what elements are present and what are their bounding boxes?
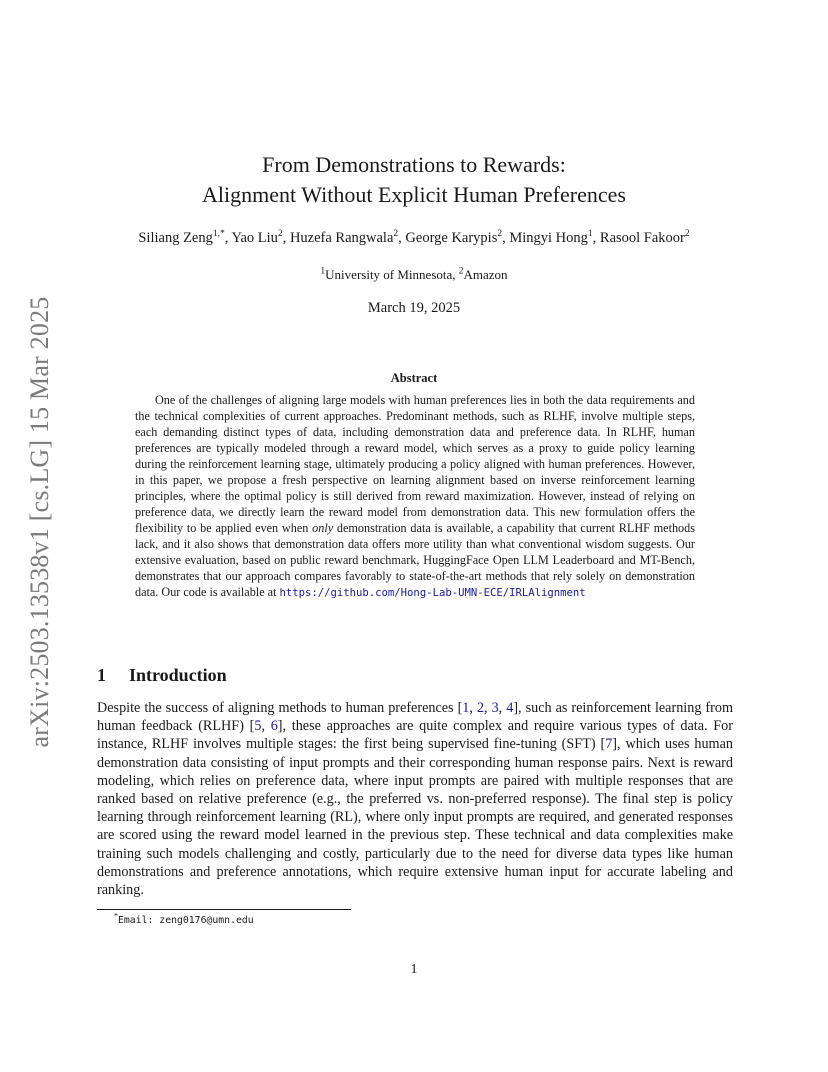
author-list <box>0 228 828 248</box>
citation-link[interactable]: 2 <box>476 700 485 716</box>
author-affiliation-mark: 1 <box>587 229 593 240</box>
affiliation-mark: 2 <box>458 266 464 277</box>
author-separator: , <box>282 230 290 246</box>
intro-text: ], which uses human demonstration data consisting of input prompts and their corresponding human response pairs. Next is reward modeling, which relies on preference data, where input prompts are paired with multiple responses that are ranked based on relative preference (e.g., the preferred vs. non-preferred response). The final step is policy learning through reinforcement learning (RL), where only input prompts are required, and generated responses are scored using the reward model learned in the previous step. These technical and data complexities make training such models challenging and costly, particularly due to the need for diverse data types like human demonstrations and preference annotations, which require extensive human input for accurate labeling and ranking. <box>97 736 733 899</box>
affiliation-mark: 1 <box>320 266 326 277</box>
intro-text: ], these approaches are quite complex and require various types of data. For instance, RLHF involves multiple stages: the first being supervised fine-tuning (SFT) [ <box>97 718 733 753</box>
footnote-divider <box>97 909 351 910</box>
citation-link[interactable]: 3 <box>491 700 499 716</box>
paper-title <box>0 150 828 210</box>
author-separator: , <box>398 230 406 246</box>
abstract-heading: Abstract <box>390 371 438 385</box>
section-title: Introduction <box>129 665 227 685</box>
author-name: Yao Liu <box>231 230 278 246</box>
affiliation-name: University of Minnesota <box>325 267 453 282</box>
author-name: George Karypis <box>405 230 498 246</box>
intro-text: Despite the success of aligning methods to human preferences [ <box>97 700 463 716</box>
author-name: Rasool Fakoor <box>599 230 685 246</box>
introduction-paragraph <box>97 699 733 899</box>
author-affiliation-mark: 2 <box>497 229 503 240</box>
author-affiliation-mark: 2 <box>393 229 399 240</box>
citation-link[interactable]: 6 <box>270 718 278 735</box>
footnote-email[interactable]: zeng0176@umn.edu <box>159 915 254 926</box>
intro-text: , <box>261 718 271 735</box>
abstract-body <box>135 392 695 601</box>
affiliation-separator: , <box>452 267 459 282</box>
publication-date: March 19, 2025 <box>367 300 461 316</box>
author-name: Huzefa Rangwala <box>289 230 394 246</box>
author-affiliation-mark: 2 <box>684 229 690 240</box>
citation-link[interactable]: 5 <box>254 718 262 735</box>
intro-text: , <box>484 700 492 716</box>
citation-link[interactable]: 1 <box>462 700 470 716</box>
author-separator: , <box>224 230 232 246</box>
footnote-label: Email: <box>118 915 154 926</box>
arxiv-identifier-text: arXiv:2503.13538v1 [cs.LG] 15 Mar 2025 <box>25 296 54 748</box>
section-heading-introduction <box>97 663 227 687</box>
author-affiliation-mark: 1,* <box>212 229 225 240</box>
intro-text: ], such as reinforcement learning from human feedback (RLHF) [ <box>97 700 733 735</box>
code-repository-link[interactable]: https://github.com/Hong-Lab-UMN-ECE/IRLAlignment <box>279 587 586 599</box>
author-separator: , <box>502 230 510 246</box>
paper-title-line-2: Alignment Without Explicit Human Preferences <box>202 182 626 207</box>
section-number: 1 <box>97 665 106 685</box>
author-name: Siliang Zeng <box>138 230 213 246</box>
abstract-emphasis: only <box>312 521 334 535</box>
intro-text: , <box>498 700 507 716</box>
abstract-text: demonstration data is available, a capability that current RLHF methods lack, and it also shows that demonstration data offers more utility than what conventional wisdom suggests. Our extensive evaluation, based on public reward benchmark, HuggingFace Open LLM Leaderboard and MT-Bench, demonstrates that our approach compares favorably to state-of-the-art methods that rely solely on demonstration data. Our code is available at <box>135 521 695 599</box>
footnote-mark: * <box>114 911 118 921</box>
author-separator: , <box>592 230 600 246</box>
arxiv-identifier-stamp <box>18 285 62 760</box>
citation-link[interactable]: 7 <box>605 736 613 753</box>
affiliation-name: Amazon <box>463 267 508 282</box>
intro-text: , <box>469 700 477 716</box>
abstract-text: One of the challenges of aligning large models with human preferences lies in both the data requirements and the technical complexities of current approaches. Predominant methods, such as RLHF, involve multiple steps, each demanding distinct types of data, including demonstration data and preference data. In RLHF, human preferences are typically modeled through a reward model, which serves as a proxy to guide policy learning during the reinforcement learning stage, ultimately producing a policy aligned with human preferences. However, in this paper, we propose a fresh perspective on learning alignment based on inverse reinforcement learning principles, where the optimal policy is still derived from reward maximization. However, instead of relying on preference data, we directly learn the reward model from demonstration data. This new formulation offers the flexibility to be applied even when <box>135 393 695 535</box>
affiliations <box>0 266 828 284</box>
paper-title-line-1: From Demonstrations to Rewards: <box>262 152 566 177</box>
footnote <box>114 911 254 928</box>
citation-link[interactable]: 4 <box>506 700 514 716</box>
author-name: Mingyi Hong <box>509 230 588 246</box>
page-number: 1 <box>410 962 418 977</box>
author-affiliation-mark: 2 <box>277 229 283 240</box>
